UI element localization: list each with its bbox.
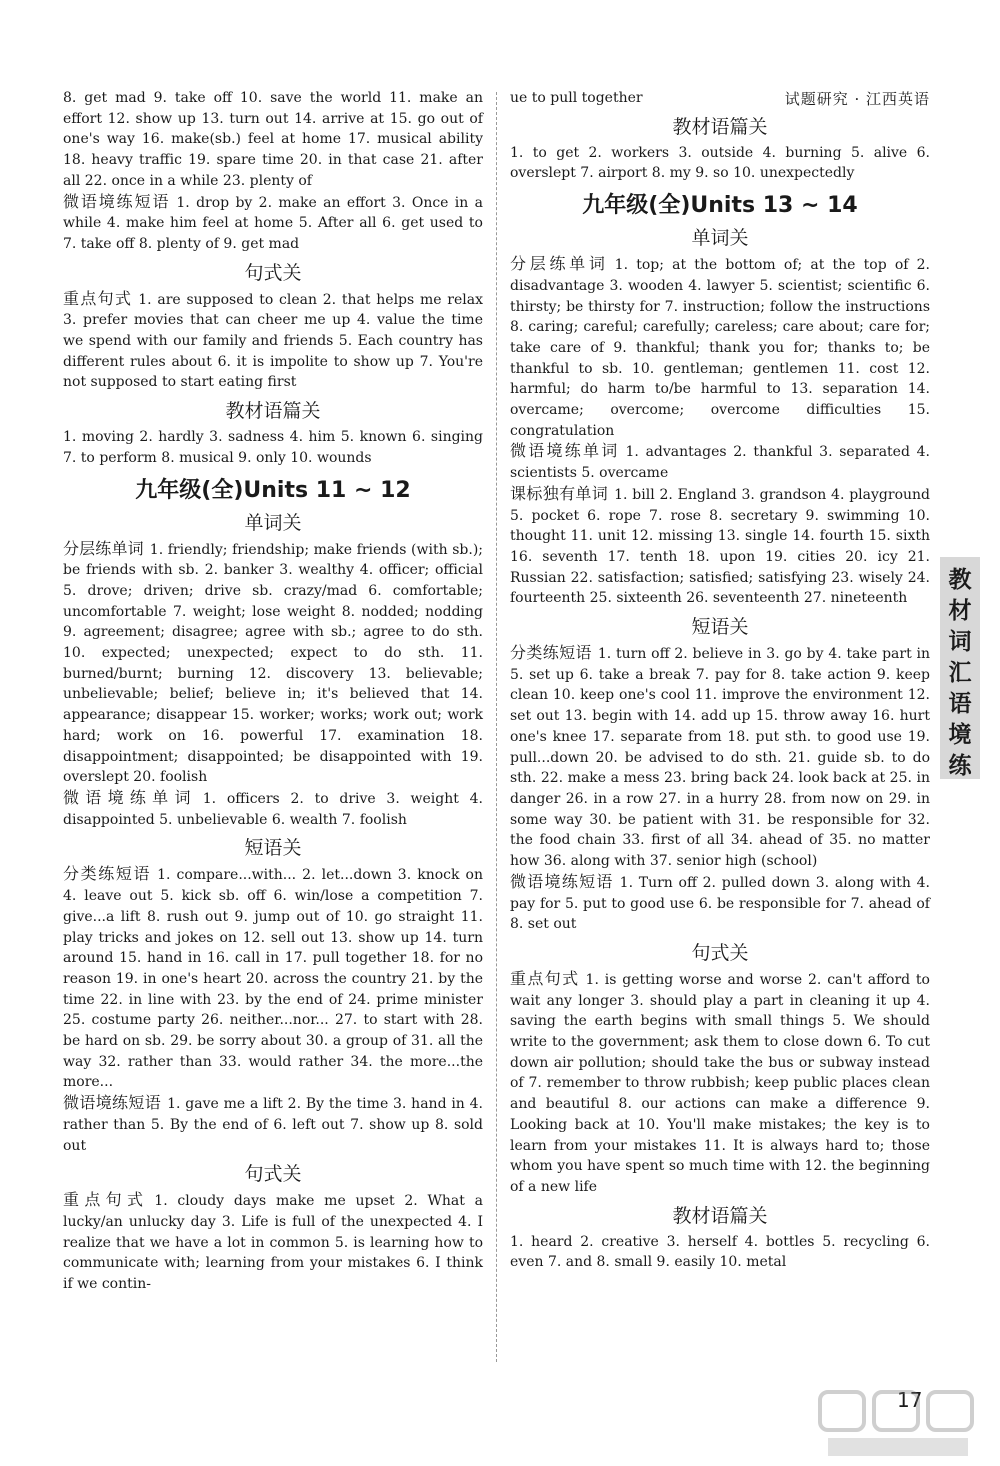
answer-paragraph bbox=[510, 441, 930, 483]
side-tab: 教材词汇语境练 bbox=[940, 557, 980, 779]
running-header: 试题研究 · 江西英语 bbox=[784, 90, 930, 108]
exercise-label: 重点句式 bbox=[510, 968, 580, 988]
answer-paragraph bbox=[510, 484, 930, 609]
watermark-logo bbox=[818, 1388, 983, 1460]
left-column bbox=[63, 88, 483, 1295]
section-title: 句式关 bbox=[244, 1163, 302, 1186]
answer-text: 1. bill 2. England 3. grandson 4. playground 5. pocket 6. rope 7. rose 8. secretary 9. swimming 10. thought 11. unit 12. missing 13. single 14. fourth 15. sixth 16. seventh 17. tenth 18. upon 19. cities 20. icy 21. Russian 22. satisfaction; satisfied; satisfying 23. wisely 24. fourteenth 25. sixteenth 26. seventeenth 27. nineteenth bbox=[510, 486, 930, 607]
page-number: 17 bbox=[897, 1388, 923, 1412]
exercise-label: 分类练短语 bbox=[63, 864, 152, 884]
answer-paragraph bbox=[63, 289, 483, 394]
exercise-label: 微语境练短语 bbox=[63, 1093, 162, 1113]
exercise-label: 重点句式 bbox=[63, 288, 133, 308]
exercise-label: 课标独有单词 bbox=[510, 483, 609, 503]
answer-paragraph bbox=[510, 643, 930, 872]
answer-paragraph bbox=[510, 969, 930, 1198]
exercise-label: 重点句式 bbox=[63, 1190, 149, 1210]
unit-title: 九年级(全)Units 11 ~ 12 bbox=[135, 477, 411, 503]
section-title: 短语关 bbox=[244, 837, 302, 860]
exercise-label: 微语境练单词 bbox=[63, 787, 197, 807]
answer-paragraph: ue to pull together bbox=[510, 90, 643, 106]
answer-paragraph bbox=[63, 788, 483, 830]
answer-text: 1. compare...with... 2. let...down 3. knock on 4. leave out 5. kick sb. off 6. win/lose a competition 7. give...a lift 8. rush out 9. jump out of 10. go straight 11. play tricks and jokes on 12. sell out 13. show up 14. turn around 15. hand in 16. call in 17. pull together 18. for no reason 19. in one's heart 20. across the country 21. by the time 22. in line with 23. by the end of 24. prime minister 25. costume party 26. neither...nor... 27. to start with 28. be hard on sb. 29. be sorry about 30. a group of 31. all the way 32. rather than 33. would rather 34. the more...the more... bbox=[63, 867, 483, 1091]
answer-text: 1. cloudy days make me upset 2. What a lucky/an unlucky day 3. Life is full of the unexpected 4. I realize that we have a lot in common 5. is learning how to communicate with; learning from your mistakes 6. I think if we contin- bbox=[63, 1193, 483, 1293]
answer-text: 1. drop by 2. make an effort 3. Once in a while 4. make him feel at home 5. After all 6. get used to 7. take off 8. plenty of 9. get mad bbox=[63, 194, 483, 252]
section-title: 单词关 bbox=[244, 511, 302, 534]
exercise-label: 微语境练短语 bbox=[510, 871, 614, 891]
section-title: 句式关 bbox=[691, 941, 749, 964]
answer-text: 1. advantages 2. thankful 3. separated 4. scientists 5. overcame bbox=[510, 444, 930, 482]
answer-text: 1. officers 2. to drive 3. weight 4. disappointed 5. unbelievable 6. wealth 7. foolish bbox=[63, 790, 483, 828]
answer-text: 1. is getting worse and worse 2. can't afford to wait any longer 3. should play a part in cleaning it up 4. saving the earth begins with small things 5. We should write to the government; ask them to close down 6. To cut down air pollution; should take the bus or subway instead of 7. remember to throw rubbish; keep public places clean and beautiful 8. our actions can make a difference 9. Looking back at 10. You'll make mistakes; the key is to learn from your mistakes 11. It is always hard to; those whom you have spent so much time with 12. the beginning of a new life bbox=[510, 971, 930, 1195]
column-divider bbox=[496, 92, 497, 1362]
exercise-label: 分类练短语 bbox=[510, 643, 592, 663]
exercise-label: 微语境练短语 bbox=[63, 191, 171, 211]
section-title: 教材语篇关 bbox=[672, 115, 768, 138]
answer-paragraph bbox=[510, 254, 930, 441]
answer-paragraph: 1. heard 2. creative 3. herself 4. bottles 5. recycling 6. even 7. and 8. small 9. easily 10. metal bbox=[510, 1233, 930, 1271]
answer-text: 1. are supposed to clean 2. that helps me relax 3. prefer movies that can cheer me up 4. value the time we spend with our family and friends 5. Each country has different rules about 6. it is impolite to show up 7. You're not supposed to start eating first bbox=[63, 291, 483, 391]
exercise-label: 分层练单词 bbox=[63, 538, 144, 558]
unit-title: 九年级(全)Units 13 ~ 14 bbox=[582, 193, 858, 219]
answer-paragraph: 1. to get 2. workers 3. outside 4. burning 5. alive 6. overslept 7. airport 8. my 9. so 10. unexpectedly bbox=[510, 144, 930, 182]
answer-paragraph: 1. moving 2. hardly 3. sadness 4. him 5. known 6. singing 7. to perform 8. musical 9. only 10. wounds bbox=[63, 429, 483, 466]
section-title: 句式关 bbox=[244, 261, 302, 284]
answer-paragraph bbox=[63, 1093, 483, 1156]
answer-paragraph bbox=[63, 1190, 483, 1295]
answer-paragraph bbox=[63, 539, 483, 788]
answer-paragraph bbox=[63, 864, 483, 1093]
answer-text: 1. turn off 2. believe in 3. go by 4. take part in 5. set up 6. take a break 7. pay for 8. take action 9. keep clean 10. keep one's cool 11. improve the environment 12. set out 13. begin with 14. add up 15. throw away 16. hurt one's knee 17. separate from 18. put sth. to good use 19. pull...down 20. be advised to do sth. 21. guide sb. to do sth. 22. make a mess 23. bring back 24. look back at 25. in danger 26. in a row 27. in a hurry 28. from now on 29. in some way 30. be patient with 31. be responsible for 32. the food chain 33. first of all 34. ahead of 35. no matter how 36. along with 37. senior high (school) bbox=[510, 646, 930, 870]
answer-paragraph bbox=[63, 192, 483, 255]
answer-text: 1. top; at the bottom of; at the top of 2. disadvantage 3. wooden 4. lawyer 5. scientist; scientific 6. thirsty; be thirsty for 7. instruction; follow the instructions 8. caring; careful; carefully; careless; care about; care for; take care of 9. thankful; thank you for; thanks to; be thankful to sb. 10. gentleman; gentlemen 11. cost 12. harmful; do harm to/be harmful to 13. separation 14. overcame; overcome; overcome difficulties 15. congratulation bbox=[510, 257, 930, 439]
section-title: 教材语篇关 bbox=[672, 1204, 768, 1227]
answer-paragraph: 8. get mad 9. take off 10. save the world 11. make an effort 12. show up 13. turn out 14. arrive at 15. go out of one's way 16. make(sb.) feel at home 17. musical ability 18. heavy traffic 19. spare time 20. in that case 21. after all 22. once in a while 23. plenty of bbox=[63, 90, 483, 189]
answer-paragraph bbox=[510, 872, 930, 935]
exercise-label: 微语境练单词 bbox=[510, 441, 620, 461]
section-title: 单词关 bbox=[691, 227, 749, 250]
section-title: 短语关 bbox=[691, 616, 749, 639]
right-column bbox=[510, 88, 930, 1273]
answer-text: 1. gave me a lift 2. By the time 3. hand in 4. rather than 5. By the end of 6. left out 7. show up 8. sold out bbox=[63, 1096, 483, 1154]
section-title: 教材语篇关 bbox=[225, 400, 321, 423]
answer-text: 1. friendly; friendship; make friends (with sb.); be friends with sb. 2. banker 3. wealthy 4. officer; official 5. drove; driven; drive sb. crazy/mad 6. comfortable; uncomfortable 7. weight; lose weight 8. nodded; nodding 9. agreement; disagree; agree with sb.; agree to do sth. 10. expected; unexpected; expect to do sth. 11. burned/burnt; burning 12. discovery 13. believable; unbelievable; belief; believe in; it's believed that 14. appearance; disappear 15. worker; works; work out; work hard; work on 16. powerful 17. examination 18. disappointment; disappointed; be disappointed with 19. overslept 20. foolish bbox=[63, 541, 483, 786]
answer-text: 1. Turn off 2. pulled down 3. along with 4. pay for 5. put to good use 6. be responsible for 7. ahead of 8. set out bbox=[510, 874, 930, 933]
exercise-label: 分层练单词 bbox=[510, 254, 609, 274]
